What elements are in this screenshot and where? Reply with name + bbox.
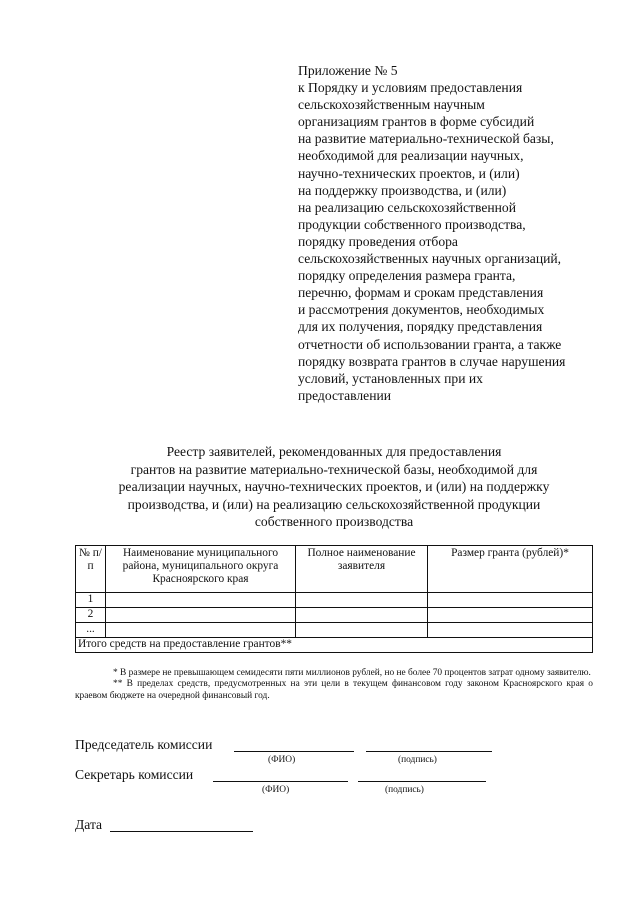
- chairman-fio-caption: (ФИО): [268, 755, 296, 765]
- row-applicant-cell: [296, 623, 428, 638]
- title-line: производства, и (или) на реализацию сельскохозяйственной продукции: [127, 496, 541, 512]
- row-num: ...: [76, 623, 106, 638]
- registry-table: [75, 545, 593, 653]
- row-grant-cell: [428, 593, 593, 608]
- secretary-label: Секретарь комиссии: [75, 767, 194, 782]
- appendix-line: на реализацию сельскохозяйственной: [298, 199, 516, 215]
- row-num: 2: [76, 608, 106, 623]
- secretary-signature-line: [358, 781, 486, 782]
- secretary-signature-caption: (подпись): [385, 785, 424, 795]
- table-row: [76, 623, 593, 638]
- secretary-fio-line: [213, 781, 348, 782]
- appendix-line: для их получения, порядку представления: [298, 319, 543, 335]
- header-num: № п/п: [76, 546, 106, 593]
- title-line: собственного производства: [254, 514, 414, 530]
- appendix-line: к Порядку и условиям предоставления: [298, 80, 523, 96]
- table-header-row: [76, 546, 593, 593]
- appendix-line: порядку возврата грантов в случае нарушения: [298, 353, 566, 369]
- appendix-line: необходимой для реализации научных,: [298, 148, 524, 164]
- footnote-1: * В размере не превышающем семидесяти пяти миллионов рублей, но не более 70 процентов затрат одному заявителю.: [113, 668, 591, 678]
- appendix-line: и рассмотрения документов, необходимых: [298, 302, 545, 318]
- appendix-line: Приложение № 5: [298, 63, 398, 78]
- chairman-signature-caption: (подпись): [398, 755, 437, 765]
- secretary-fio-caption: (ФИО): [262, 785, 290, 795]
- header-district: Наименование муниципального района, муниципального округа Красноярского края: [106, 546, 296, 593]
- table-row: [76, 593, 593, 608]
- appendix-line: научно-технических проектов, и (или): [298, 165, 520, 181]
- appendix-line: сельскохозяйственных научных организаций,: [298, 251, 562, 267]
- header-applicant: Полное наименование заявителя: [296, 546, 428, 593]
- table-row: [76, 608, 593, 623]
- header-grant-size: Размер гранта (рублей)*: [428, 546, 593, 593]
- title-line: реализации научных, научно-технических проектов, и (или) на поддержку: [118, 479, 550, 495]
- appendix-line: порядку проведения отбора: [298, 233, 458, 249]
- row-district-cell: [106, 623, 296, 638]
- appendix-line: отчетности об использовании гранта, а также: [298, 336, 562, 352]
- appendix-line: сельскохозяйственным научным: [298, 97, 485, 113]
- row-applicant-cell: [296, 593, 428, 608]
- row-num: 1: [76, 593, 106, 608]
- appendix-line: организациям грантов в форме субсидий: [298, 114, 535, 130]
- appendix-header: [298, 62, 618, 404]
- row-district-cell: [106, 593, 296, 608]
- date-line: [110, 831, 253, 832]
- row-grant-cell: [428, 608, 593, 623]
- chairman-fio-line: [234, 751, 354, 752]
- appendix-line: предоставлении: [298, 387, 392, 403]
- appendix-line: перечню, формам и срокам представления: [298, 285, 544, 301]
- date-label: Дата: [75, 817, 103, 832]
- total-label: Итого средств на предоставление грантов**: [76, 638, 593, 653]
- appendix-line: порядку определения размера гранта,: [298, 268, 516, 284]
- registry-title: [60, 443, 608, 531]
- appendix-line: продукции собственного производства,: [298, 216, 526, 232]
- row-district-cell: [106, 608, 296, 623]
- title-line: Реестр заявителей, рекомендованных для предоставления: [166, 444, 502, 459]
- appendix-line: на поддержку производства, и (или): [298, 182, 507, 198]
- table-total-row: [76, 638, 593, 653]
- footnotes: [75, 668, 593, 702]
- appendix-line: на развитие материально-технической базы,: [298, 131, 554, 147]
- chairman-label: Председатель комиссии: [75, 737, 213, 752]
- row-grant-cell: [428, 623, 593, 638]
- appendix-line: условий, установленных при их: [298, 370, 483, 386]
- title-line: грантов на развитие материально-технической базы, необходимой для: [130, 461, 538, 477]
- footnote-2: ** В пределах средств, предусмотренных на эти цели в текущем финансовом году законом Красноярского края о краевом бюджете на очередной финансовый год.: [75, 679, 593, 701]
- chairman-signature-line: [366, 751, 492, 752]
- row-applicant-cell: [296, 608, 428, 623]
